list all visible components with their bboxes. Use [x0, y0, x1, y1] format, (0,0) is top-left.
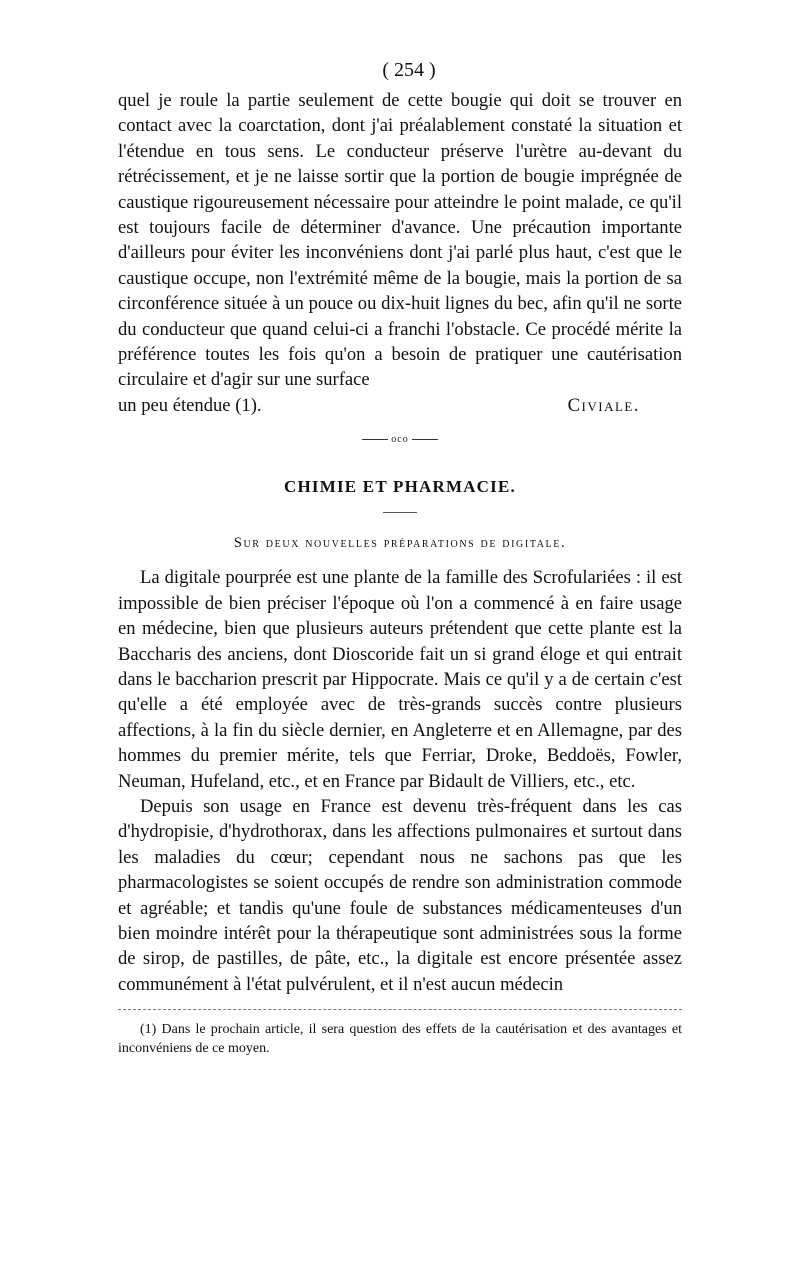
intro-closing-line	[118, 393, 682, 418]
section-divider	[383, 512, 417, 513]
ornament-glyph: oco	[391, 434, 409, 446]
intro-last-line: un peu étendue (1).	[118, 394, 262, 416]
book-page	[118, 58, 682, 1072]
section-title: CHIMIE ET PHARMACIE.	[284, 477, 516, 497]
ornament-left-rule	[362, 439, 388, 440]
article-body	[118, 565, 682, 997]
footnote: (1) Dans le prochain article, il sera question des effets de la cautérisation et des avantages et inconvéniens de ce moyen.	[118, 1022, 682, 1057]
ornament-right-rule	[412, 439, 438, 440]
footnote-divider	[118, 1009, 682, 1010]
page-number: ( 254 )	[382, 59, 436, 81]
article-title: Sur deux nouvelles préparations de digitale.	[233, 535, 567, 552]
article-paragraph: Depuis son usage en France est devenu très-fréquent dans les cas d'hydropisie, d'hydrothorax, dans les affections pulmonaires et surtout dans les maladies du cœur; cependant nous ne sachons pas que les pharmacologistes se soient occupés de rendre son administration commode et agréable; et tandis qu'une foule de substances médicamenteuses d'un bien moindre intérêt pour la thérapeutique sont administrées sous la forme de sirop, de pastilles, de pâte, etc., la digitale est encore présentée assez communément à l'état pulvérulent, et il n'est aucun médecin	[118, 795, 682, 995]
intro-paragraph: quel je roule la partie seulement de cette bougie qui doit se trouver en contact avec la coarctation, dont j'ai préalablement constaté la situation et l'étendue en tous sens. Le conducteur préserve l'urètre au-devant du rétrécissement, et je ne laisse sortir que la portion de bougie imprégnée de caustique rigoureusement nécessaire pour atteindre le point malade, ce qu'il est toujours facile de déterminer d'avance. Une précaution importante d'ailleurs pour éviter les inconvéniens dont j'ai parlé plus haut, c'est que le caustique occupe, non l'extrémité même de la bougie, mais la portion de sa circonférence située à un pouce ou dix-huit lignes du bec, afin qu'il ne sorte du conducteur que quand celui-ci a franchi l'obstacle. Ce procédé mérite la préférence toutes les fois qu'on a besoin de pratiquer une cautérisation circulaire et d'agir sur une surface	[118, 90, 682, 391]
section-ornament	[118, 434, 682, 448]
article-paragraph: La digitale pourprée est une plante de la famille des Scrofulariées : il est impossible de bien préciser l'époque où l'on a commencé à en faire usage en médecine, bien que plusieurs auteurs prétendent que cette plante est la Baccharis des anciens, dont Dioscoride fait un si grand éloge et qui entrait dans le baccharion prescrit par Hippocrate. Mais ce qu'il y a de certain c'est qu'elle a été employée avec de très-grands succès contre plusieurs affections, à la fin du siècle dernier, en Angleterre et en Allemagne, par des hommes du premier mérite, tels que Ferriar, Droke, Beddoës, Fowler, Neuman, Hufeland, etc., et en France par Bidault de Villiers, etc., etc.	[118, 567, 682, 792]
author-signature: Civiale.	[567, 394, 640, 416]
